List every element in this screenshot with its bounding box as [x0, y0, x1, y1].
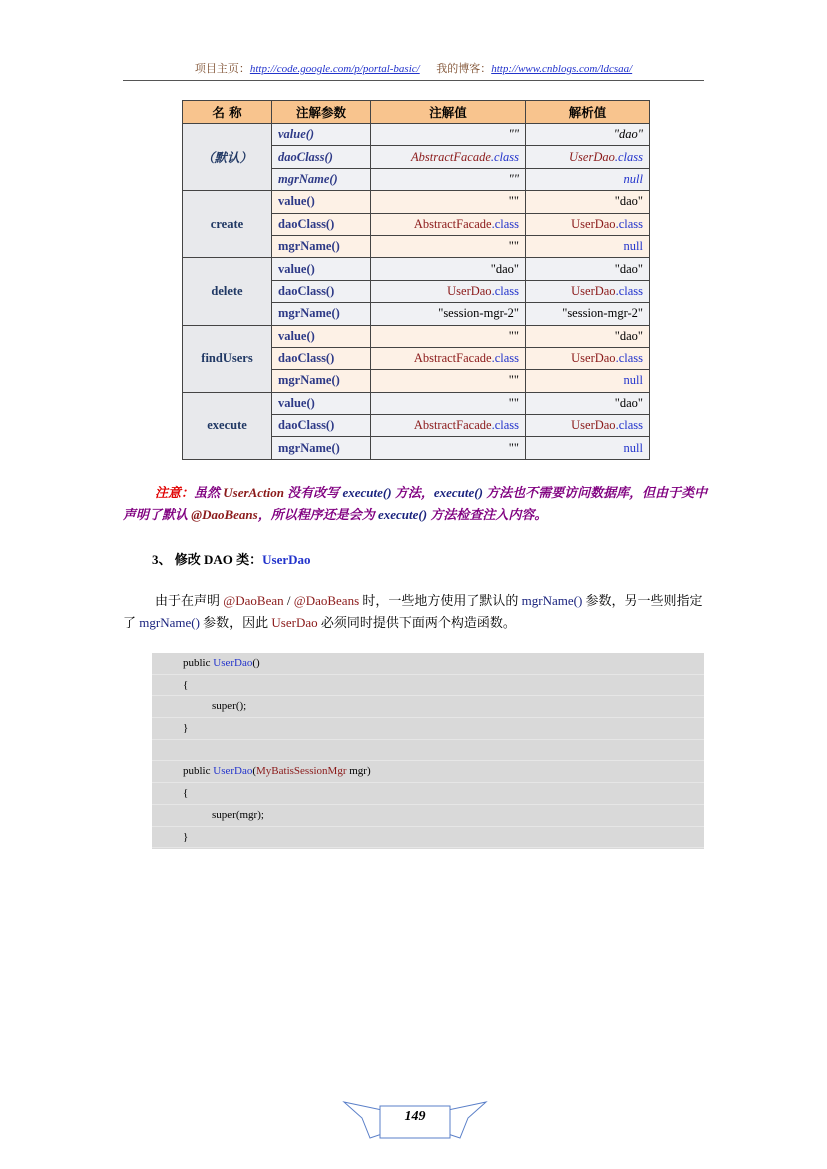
text-segment: execute() [433, 485, 483, 500]
table-row [183, 124, 650, 146]
text-segment: 没有改写 [283, 485, 343, 500]
code-line [152, 783, 704, 805]
value-segment: "" [508, 171, 519, 186]
section-class-name: UserDao [262, 552, 311, 567]
value-segment: "dao" [614, 261, 643, 276]
text-segment: ( [252, 765, 257, 778]
text-segment: 时，一些地方使用了默认的 [359, 593, 522, 608]
annotation-value-cell [371, 235, 526, 257]
code-block [152, 653, 704, 849]
code-line [152, 805, 704, 827]
resolved-value-cell [526, 213, 650, 235]
group-name: findUsers [183, 325, 272, 392]
table-row [183, 191, 650, 213]
resolved-value-cell [526, 325, 650, 347]
col-header: 注解值 [371, 101, 526, 124]
table-header-row [183, 101, 650, 124]
text-segment: execute() [377, 507, 428, 522]
col-header: 注解参数 [272, 101, 371, 124]
body-paragraph [123, 590, 703, 634]
value-segment: UserDao [569, 149, 615, 164]
annotation-value-cell [371, 437, 526, 459]
code-line [152, 827, 704, 849]
annotation-value-cell [371, 392, 526, 414]
text-segment: @DaoBeans [191, 507, 258, 522]
annotation-value-cell [371, 146, 526, 168]
param-cell: mgrName() [272, 437, 371, 459]
section-title: 3、 修改 DAO 类： [152, 552, 263, 567]
value-segment: AbstractFacade [411, 149, 491, 164]
param-cell: daoClass() [272, 415, 371, 437]
value-segment: "" [508, 328, 519, 343]
value-segment: UserDao [571, 351, 616, 366]
text-segment: 注意： [155, 485, 195, 500]
value-segment: "dao" [613, 127, 643, 142]
value-segment: .class [491, 283, 519, 298]
value-segment: AbstractFacade [413, 216, 492, 231]
value-segment: UserDao [447, 283, 492, 298]
value-segment: .class [615, 216, 643, 231]
table-row [183, 258, 650, 280]
resolved-value-cell [526, 347, 650, 369]
group-name: create [183, 191, 272, 258]
table-row [183, 325, 650, 347]
resolved-value-cell [526, 146, 650, 168]
text-segment: UserDao [213, 765, 253, 778]
text-segment: } [183, 722, 189, 735]
text-segment: 必须同时提供下面两个构造函数。 [317, 615, 516, 630]
param-cell: mgrName() [272, 168, 371, 190]
value-segment: "session-mgr-2" [562, 306, 643, 321]
note-paragraph [123, 482, 713, 526]
annotation-value-cell [371, 325, 526, 347]
resolved-value-cell [526, 392, 650, 414]
text-segment: mgr) [346, 765, 371, 778]
annotation-value-cell [371, 415, 526, 437]
text-segment: 参数，因此 [199, 615, 272, 630]
value-segment: .class [490, 149, 519, 164]
value-segment: .class [491, 418, 519, 433]
value-segment: .class [615, 283, 643, 298]
text-segment: public [183, 657, 214, 669]
page-header [123, 60, 704, 81]
code-line [152, 761, 704, 783]
text-segment: mgrName() [139, 615, 200, 630]
code-line [152, 653, 704, 675]
annotation-value-cell [371, 347, 526, 369]
text-segment: @DaoBeans [293, 593, 360, 608]
param-cell: value() [272, 258, 371, 280]
resolved-value-cell [526, 191, 650, 213]
resolved-value-cell [526, 370, 650, 392]
value-segment: UserDao [571, 216, 616, 231]
value-segment: .class [615, 351, 643, 366]
text-segment: 方法检查注入内容。 [427, 507, 548, 522]
col-header: 解析值 [526, 101, 650, 124]
text-segment: () [252, 657, 260, 669]
param-cell: daoClass() [272, 280, 371, 302]
text-segment: super(mgr); [212, 808, 264, 821]
annotation-table [182, 100, 650, 460]
text-segment: MyBatisSessionMgr [256, 765, 347, 778]
value-segment: .class [615, 418, 643, 433]
annotation-value-cell [371, 303, 526, 325]
text-segment: 方法也不需要访问数据库，但由于类中声明了默认 [123, 485, 708, 522]
value-segment: "" [508, 395, 519, 410]
value-segment: "session-mgr-2" [438, 306, 519, 321]
value-segment: AbstractFacade [413, 351, 492, 366]
text-segment: 参数，另一些则指定了 [123, 593, 703, 630]
param-cell: value() [272, 325, 371, 347]
text-segment: @DaoBean [223, 593, 284, 608]
value-segment: .class [491, 351, 519, 366]
text-segment: UserAction [223, 485, 284, 500]
value-segment: "dao" [614, 395, 643, 410]
text-segment: 方法， [391, 485, 434, 500]
param-cell: value() [272, 124, 371, 146]
annotation-value-cell [371, 370, 526, 392]
param-cell: mgrName() [272, 303, 371, 325]
text-segment: execute() [342, 485, 392, 500]
param-cell: daoClass() [272, 146, 371, 168]
value-segment: null [623, 373, 643, 388]
blog-label: 我的博客： [436, 63, 492, 75]
resolved-value-cell [526, 258, 650, 280]
annotation-value-cell [371, 258, 526, 280]
text-segment: } [183, 830, 189, 843]
resolved-value-cell [526, 303, 650, 325]
col-header: 名 称 [183, 101, 272, 124]
home-link[interactable]: http://code.google.com/p/portal-basic/ [249, 63, 420, 75]
annotation-value-cell [371, 191, 526, 213]
resolved-value-cell [526, 124, 650, 146]
value-segment: .class [491, 216, 519, 231]
text-segment: 由于在声明 [155, 593, 224, 608]
group-name: execute [183, 392, 272, 459]
text-segment: / [283, 593, 294, 608]
table-row [183, 392, 650, 414]
text-segment: { [183, 678, 189, 691]
text-segment: UserDao [213, 657, 253, 669]
text-segment: mgrName() [521, 593, 583, 608]
value-segment: .class [614, 149, 643, 164]
value-segment: "dao" [490, 261, 519, 276]
value-segment: "" [508, 440, 519, 455]
text-segment: public [183, 765, 214, 778]
section-heading [152, 549, 311, 568]
value-segment: "dao" [614, 194, 643, 209]
param-cell: daoClass() [272, 347, 371, 369]
text-segment: ，所以程序还是会为 [257, 507, 378, 522]
code-line [152, 675, 704, 697]
param-cell: daoClass() [272, 213, 371, 235]
group-name: （默认） [183, 124, 272, 191]
annotation-value-cell [371, 124, 526, 146]
resolved-value-cell [526, 235, 650, 257]
code-line [152, 740, 704, 762]
value-segment: null [623, 171, 643, 186]
value-segment: "dao" [614, 328, 643, 343]
param-cell: mgrName() [272, 235, 371, 257]
code-line [152, 696, 704, 718]
group-name: delete [183, 258, 272, 325]
code-line [152, 718, 704, 740]
blog-link[interactable]: http://www.cnblogs.com/ldcsaa/ [491, 63, 633, 75]
text-segment: 虽然 [194, 485, 224, 500]
resolved-value-cell [526, 168, 650, 190]
value-segment: "" [508, 194, 519, 209]
value-segment: UserDao [571, 418, 616, 433]
resolved-value-cell [526, 437, 650, 459]
value-segment: "" [508, 373, 519, 388]
annotation-value-cell [371, 168, 526, 190]
param-cell: mgrName() [272, 370, 371, 392]
value-segment: AbstractFacade [413, 418, 492, 433]
value-segment: null [623, 239, 643, 254]
resolved-value-cell [526, 280, 650, 302]
annotation-value-cell [371, 213, 526, 235]
text-segment: super(); [212, 700, 247, 713]
value-segment: UserDao [571, 283, 616, 298]
value-segment: "" [508, 239, 519, 254]
text-segment: { [183, 787, 189, 800]
resolved-value-cell [526, 415, 650, 437]
annotation-value-cell [371, 280, 526, 302]
page-number: 149 [404, 1109, 426, 1124]
value-segment: null [623, 440, 643, 455]
value-segment: "" [508, 127, 519, 142]
text-segment: UserDao [271, 615, 318, 630]
param-cell: value() [272, 392, 371, 414]
home-label: 项目主页： [194, 63, 250, 75]
param-cell: value() [272, 191, 371, 213]
